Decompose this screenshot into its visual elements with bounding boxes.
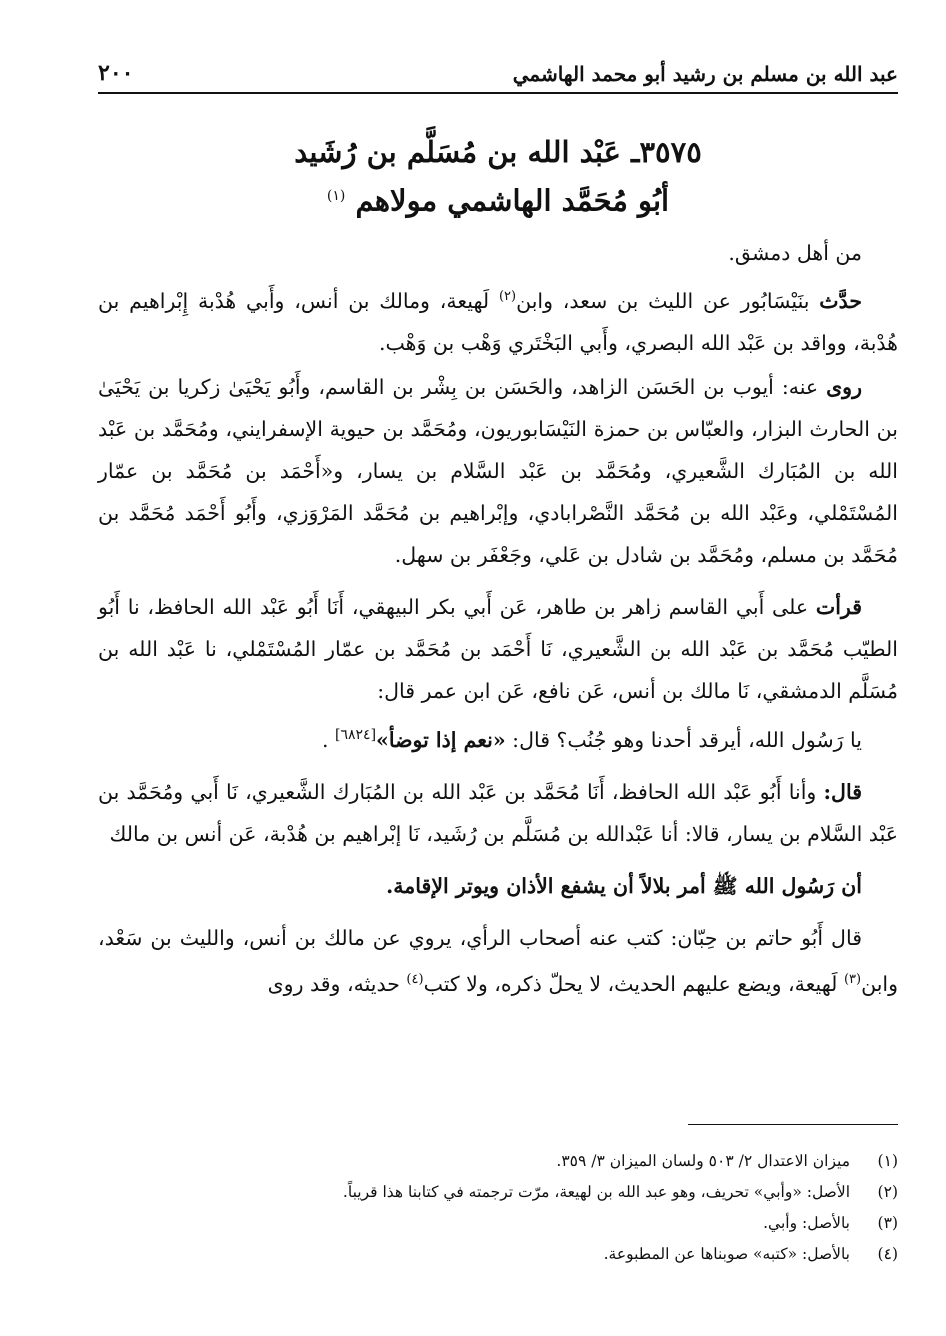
footnote-separator bbox=[688, 1124, 898, 1125]
qala-text: وأنا أَبُو عَبْد الله الحافظ، أَنَا مُحَمَّد بن عَبْد الله بن المُبَارك الشَّعيري، نَا أَبي ومُحَمَّد بن عَبْد السَّلام بن يسار، قالا: أنا عَبْدالله بن مُسَلَّم بن رُشَيد، نَا إبْراهيم بن هُدْبة، عَن أنس بن مالك bbox=[98, 779, 898, 846]
footnote-number: (٣) bbox=[877, 1214, 898, 1232]
entry-title-line2-text: أبُو مُحَمَّد الهاشمي مولاهم bbox=[355, 183, 670, 218]
rawa-text: عنه: أيوب بن الحَسَن الزاهد، والحَسَن بن بِشْر بن القاسم، وأَبُو يَحْيَىٰ زكريا بن يَحْيَىٰ بن الحارث البزار، والعبّاس بن حمزة النَيْسَابوريون، ومُحَمَّد بن حيوية الإسفرايني، ومُحَمَّد بن عَبْد الله بن المُبَارك الشَّعيري، ومُحَمَّد بن عَبْد السَّلام بن يسار، و«أَحْمَد بن مُحَمَّد بن عمّار المُسْتَمْلي، وعَبْد الله بن مُحَمَّد النَّصْرابادي، وإبْراهيم بن مُحَمَّد المَرْوَزي، وأَبُو أَحْمَد مُحَمَّد بن مُحَمَّد بن مسلم، ومُحَمَّد بن شادل بن عَلي، وجَعْفَر بن سهل. bbox=[98, 374, 898, 567]
footnote-number: (٢) bbox=[877, 1183, 898, 1201]
entry-title bbox=[98, 130, 898, 223]
abuhatim-text-a: قال أَبُو حاتم بن حِبّان: كتب عنه أصحاب الرأي، يروي عن مالك بن أنس، والليث بن سَعْد، وابن bbox=[98, 925, 898, 996]
abuhatim-paragraph bbox=[98, 917, 898, 1005]
qara-paragraph bbox=[98, 586, 898, 712]
footnote-number: (١) bbox=[877, 1152, 898, 1170]
footnote-item bbox=[98, 1146, 898, 1177]
footnote-item bbox=[98, 1208, 898, 1239]
footnotes bbox=[98, 1146, 898, 1270]
hadith-ref: [٦٨٢٤] bbox=[335, 726, 377, 743]
footnote-text: بالأصل: «كتبه» صوبناها عن المطبوعة. bbox=[603, 1245, 850, 1263]
footnote-ref-2: (٢) bbox=[498, 289, 517, 304]
haddath-text-b: لَهيعة، ومالك بن أنس، وأَبي هُدْبة إِبْراهيم بن هُدْبة، وواقد بن عَبْد الله البصري، وأَبي البَخْتَري وَهْب بن وَهْب. bbox=[98, 288, 898, 355]
footnote-number: (٤) bbox=[877, 1245, 898, 1263]
entry-body bbox=[98, 232, 898, 1006]
answer-text: «نعم إذا توضأ» bbox=[376, 727, 506, 752]
footnote-item bbox=[98, 1239, 898, 1270]
entry-title-line1: ٣٥٧٥ـ عَبْد الله بن مُسَلَّم بن رُشَيد bbox=[294, 135, 702, 169]
footnote-item bbox=[98, 1177, 898, 1208]
hadith2-paragraph: أن رَسُول الله ﷺ أمر بلالاً أن يشفع الأذان ويوتر الإقامة. bbox=[386, 873, 862, 898]
rawa-lead: روى bbox=[826, 374, 862, 399]
qala-lead: قال: bbox=[823, 779, 862, 804]
haddath-paragraph bbox=[98, 276, 898, 364]
hadith-question-paragraph: يا رَسُول الله، أيرقد أحدنا وهو جُنُب؟ قال: «نعم إذا توضأ»[٦٨٢٤] . bbox=[321, 726, 862, 752]
footnote-ref-4: (٤) bbox=[406, 971, 424, 987]
entry-title-footnote-ref: (١) bbox=[326, 188, 346, 204]
footnote-ref-3: (٣) bbox=[843, 971, 862, 987]
haddath-lead: حدَّث bbox=[819, 288, 863, 313]
intro-paragraph: من أهل دمشق. bbox=[728, 241, 862, 265]
abuhatim-text-b: لَهيعة، ويضع عليهم الحديث، لا يحلّ ذكره، ولا كتب bbox=[423, 971, 844, 996]
abuhatim-text-c: حديثه، وقد روى bbox=[267, 971, 407, 996]
footnote-text: الأصل: «وأبي» تحريف، وهو عبد الله بن لهيعة، مرّت ترجمته في كتابنا هذا قريباً. bbox=[342, 1183, 850, 1201]
qara-lead: قرأت bbox=[815, 594, 862, 619]
running-header bbox=[98, 60, 898, 94]
entry-title-line2 bbox=[98, 174, 898, 223]
running-title: عبد الله بن مسلم بن رشيد أبو محمد الهاشمي bbox=[512, 62, 898, 86]
qala-paragraph bbox=[98, 771, 898, 855]
footnote-text: بالأصل: وأبي. bbox=[763, 1214, 850, 1232]
question-text: يا رَسُول الله، أيرقد أحدنا وهو جُنُب؟ قال: bbox=[505, 727, 862, 752]
rawa-paragraph bbox=[98, 366, 898, 576]
qara-text: على أَبي القاسم زاهر بن طاهر، عَن أَبي بكر البيهقي، أَنَا أَبُو عَبْد الله الحافظ، نا أَبُو الطيّب مُحَمَّد بن عَبْد الله بن الشَّعيري، نَا أَحْمَد بن مُحَمَّد بن عمّار المُسْتَمْلي، نا عَبْد الله بن مُسَلَّم الدمشقي، نَا مالك بن أنس، عَن نافع، عَن ابن عمر قال: bbox=[98, 594, 898, 703]
footnote-text: ميزان الاعتدال ٢/ ٥٠٣ ولسان الميزان ٣/ ٣٥٩. bbox=[556, 1152, 850, 1170]
page-number: ٢٠٠ bbox=[98, 60, 134, 86]
haddath-text-a: بنَيْسَابُور عن الليث بن سعد، وابن bbox=[516, 288, 820, 313]
